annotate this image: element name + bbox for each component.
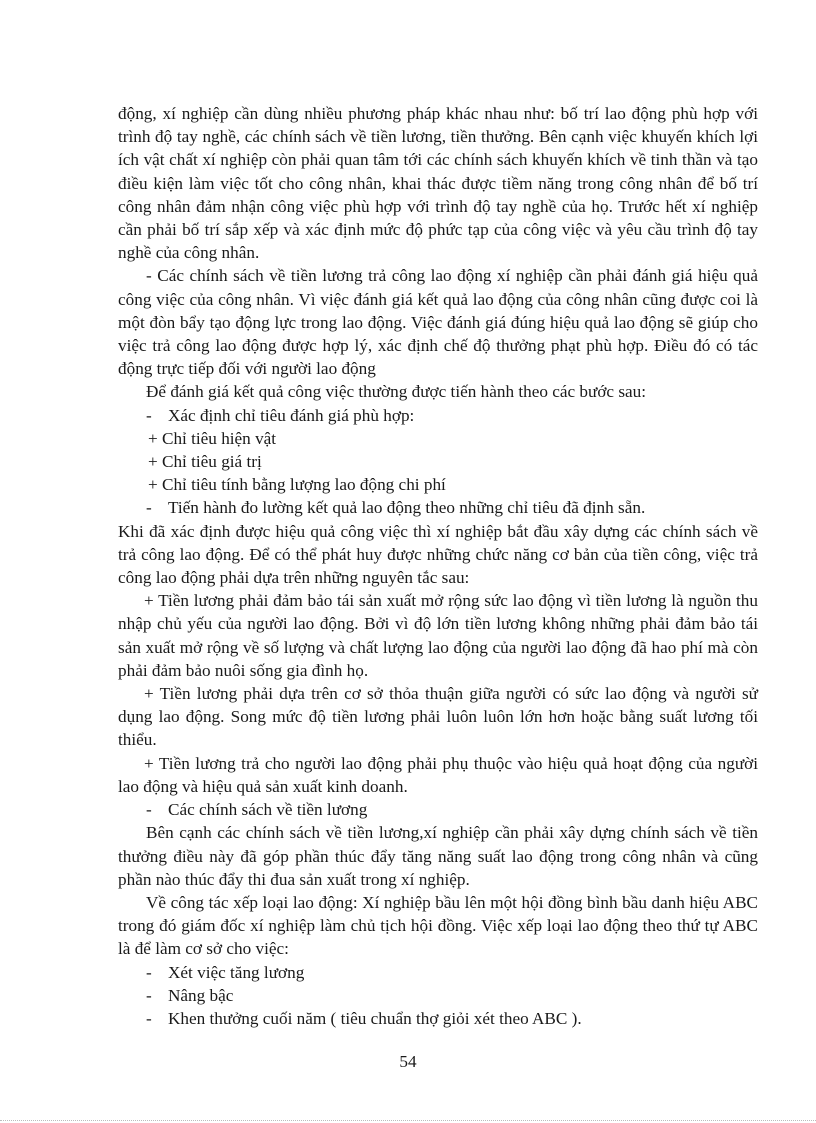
paragraph-principle-1: + Tiền lương phải đảm bảo tái sản xuất mở rộng sức lao động vì tiền lương là nguồn thu nhập chủ yếu của người lao động. Bởi vì độ lớn tiền lương không những phải đảm bảo tái sản xuất mở rộng về số lượng và chất lượng lao động của người lao động đã hao phí mà còn phải đảm bảo nuôi sống gia đình họ. [118, 591, 758, 680]
paragraph-wage-policy: - Các chính sách về tiền lương trả công lao động xí nghiệp cần phải đánh giá hiệu quả công việc của công nhân. Vì việc đánh giá kết quả lao động của công nhân cũng được coi là một đòn bẩy tạo động lực trong lao động. Việc đánh giá đúng hiệu quả lao động sẽ giúp cho việc trả công lao động được hợp lý, xác định chế độ thưởng phạt phù hợp. Điều đó có tác động trực tiếp đối với người lao động [118, 266, 758, 379]
body-text [118, 102, 758, 1030]
dash-bullet: - [146, 1008, 152, 1028]
page-bottom-divider [0, 1120, 816, 1121]
paragraph-principle-3: + Tiền lương trả cho người lao động phải phụ thuộc vào hiệu quả hoạt động của người lao động và hiệu quả sản xuất kinh doanh. [118, 753, 758, 796]
list-item-promotion: - Nâng bậc [118, 984, 758, 1007]
paragraph-principle-2: + Tiền lương phải dựa trên cơ sở thỏa thuận giữa người có sức lao động và người sử dụng lao động. Song mức độ tiền lương phải luôn luôn lớn hơn hoặc bằng suất lương tối thiểu. [118, 684, 758, 750]
list-item-step-1: - Xác định chỉ tiêu đánh giá phù hợp: [118, 404, 758, 427]
dash-bullet: - [146, 985, 152, 1005]
list-item-indicator-2: + Chỉ tiêu giá trị [148, 452, 262, 472]
list-item-indicator-3: + Chỉ tiêu tính bằng lượng lao động chi phí [148, 475, 446, 495]
list-item-raise: - Xét việc tăng lương [118, 961, 758, 984]
paragraph-intro: động, xí nghiệp cần dùng nhiều phương pháp khác nhau như: bố trí lao động phù hợp với trình độ tay nghề, các chính sách về tiền lương, tiền thưởng. Bên cạnh việc khuyến khích lợi ích vật chất xí nghiệp còn phải quan tâm tới các chính sách khuyến khích về tinh thần và tạo điều kiện làm việc tốt cho công nhân, khai thác được tiềm năng trong công nhân để bố trí công nhân đảm nhận công việc phù hợp với trình độ tay nghề của họ. Trước hết xí nghiệp cần phải bố trí sắp xếp và xác định mức độ phức tạp của công việc và yêu cầu trình độ tay nghề của công nhân. [118, 104, 758, 263]
dash-bullet: - [146, 405, 152, 425]
page-number: 54 [399, 1052, 417, 1071]
list-item-year-end-bonus: - Khen thưởng cuối năm ( tiêu chuẩn thợ giỏi xét theo ABC ). [118, 1007, 758, 1030]
paragraph-bonus-policy: Bên cạnh các chính sách về tiền lương,xí nghiệp cần phải xây dựng chính sách về tiền thưởng điều này đã góp phần thúc đẩy tăng năng suất lao động trong công nhân và cũng phần nào thúc đẩy thi đua sản xuất trong xí nghiệp. [118, 823, 758, 889]
list-item-wage-policy: - Các chính sách về tiền lương [118, 798, 758, 821]
paragraph-evaluation-steps: Để đánh giá kết quả công việc thường được tiến hành theo các bước sau: [146, 382, 647, 402]
dash-bullet: - [146, 800, 152, 820]
paragraph-labor-ranking: Về công tác xếp loại lao động: Xí nghiệp bầu lên một hội đồng bình bầu danh hiệu ABC trong đó giám đốc xí nghiệp làm chủ tịch hội đồng. Việc xếp loại lao động theo thứ tự ABC là để làm cơ sở cho việc: [118, 892, 758, 959]
paragraph-principles-intro: Khi đã xác định được hiệu quả công việc thì xí nghiệp bắt đầu xây dựng các chính sách về trả công lao động. Để có thể phát huy được những chức năng cơ bản của tiền công, việc trả công lao động phải dựa trên những nguyên tắc sau: [118, 521, 758, 588]
dash-bullet: - [146, 498, 152, 518]
list-item-step-2: - Tiến hành đo lường kết quả lao động theo những chỉ tiêu đã định sẵn. [118, 496, 758, 519]
dash-bullet: - [146, 962, 152, 982]
list-item-indicator-1: + Chỉ tiêu hiện vật [148, 428, 277, 448]
